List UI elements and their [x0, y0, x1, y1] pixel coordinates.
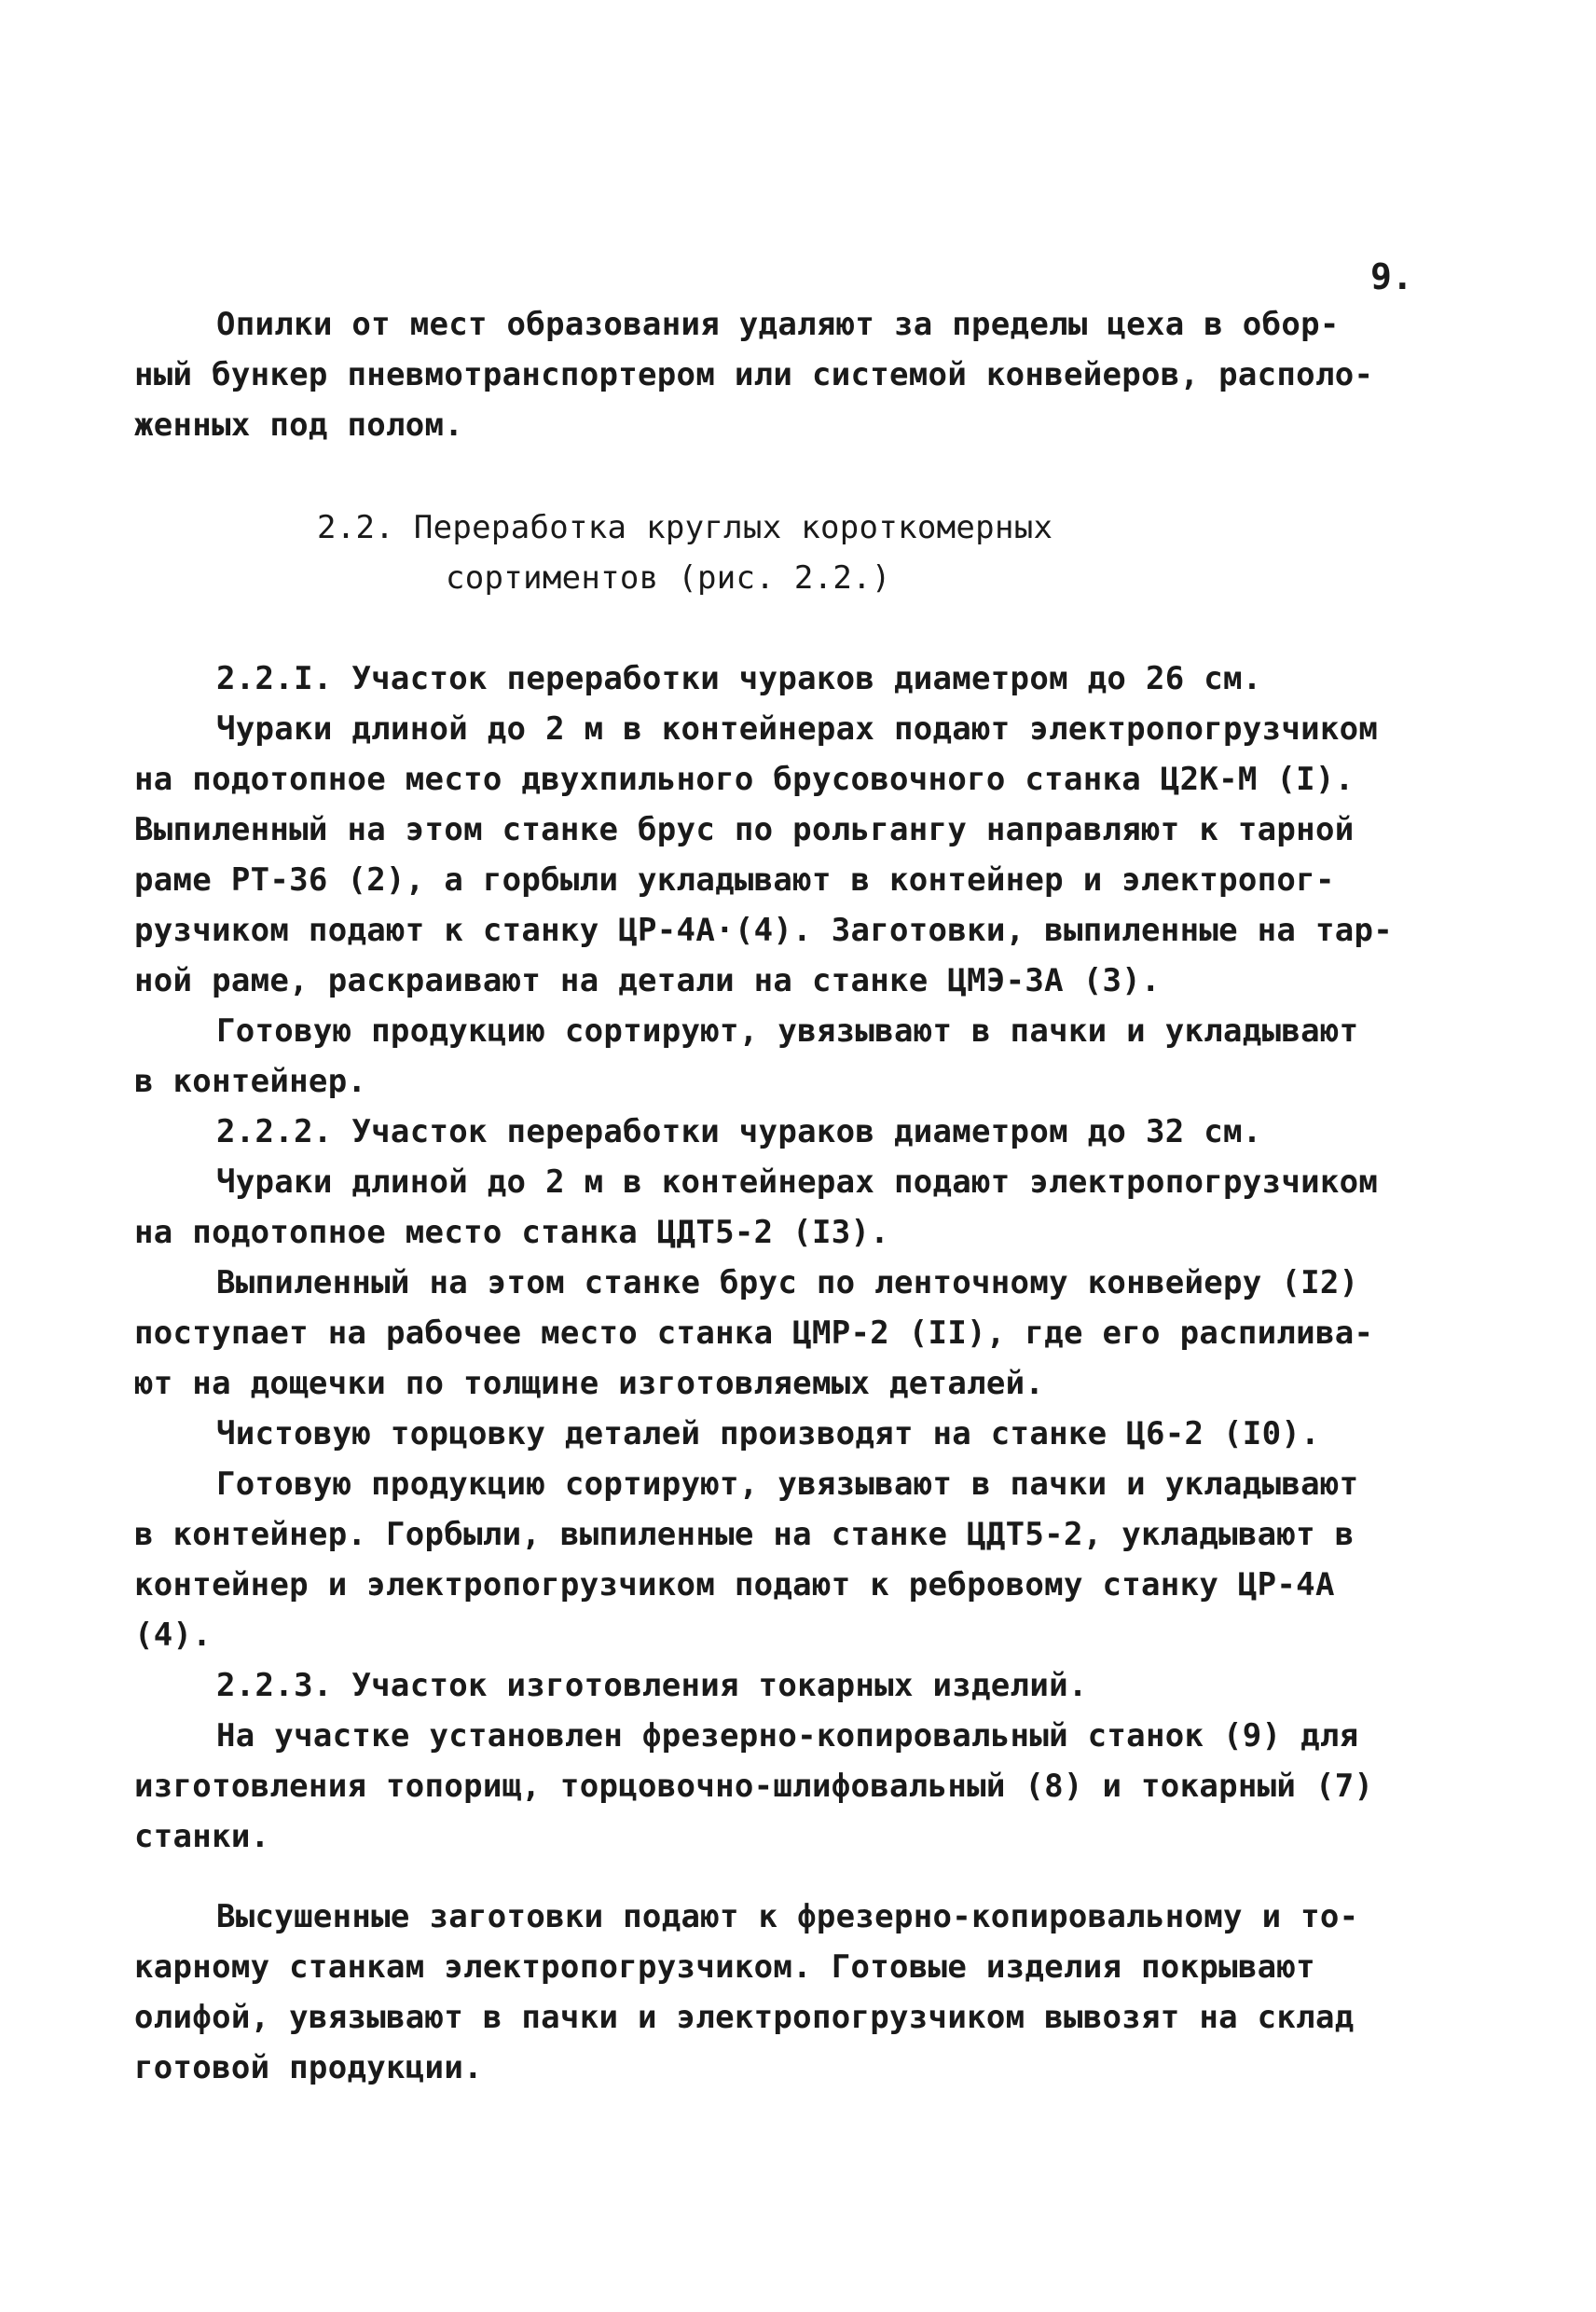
intro-line: ный бункер пневмотранспортером или системой конвейеров, располо-	[134, 356, 1374, 393]
paragraph-line: рузчиком подают к станку ЦР-4А·(4). Заготовки, выпиленные на тар-	[134, 912, 1394, 949]
paragraph-line: станки.	[134, 1818, 270, 1855]
paragraph-line: в контейнер.	[134, 1063, 367, 1100]
paragraph-line: карному станкам электропогрузчиком. Готовые изделия покрывают	[134, 1948, 1315, 1986]
page-number: 9.	[1370, 256, 1413, 297]
paragraph-line: Чураки длиной до 2 м в контейнерах подают электропогрузчиком	[216, 710, 1379, 748]
paragraph-line: поступает на рабочее место станка ЦМР-2 (II), где его распилива-	[134, 1314, 1374, 1352]
paragraph-line: Чистовую торцовку деталей производят на станке Ц6-2 (I0).	[216, 1415, 1320, 1452]
paragraph-line: Чураки длиной до 2 м в контейнерах подают электропогрузчиком	[216, 1163, 1379, 1201]
paragraph-line: контейнер и электропогрузчиком подают к ребровому станку ЦР-4А	[134, 1566, 1335, 1603]
paragraph-line: На участке установлен фрезерно-копировальный станок (9) для	[216, 1717, 1359, 1755]
paragraph-line: на подотопное место двухпильного брусовочного станка Ц2К-М (I).	[134, 761, 1355, 798]
subsection-heading: 2.2.3. Участок изготовления токарных изделий.	[216, 1667, 1088, 1704]
section-heading: сортиментов (рис. 2.2.)	[446, 559, 891, 597]
subsection-heading: 2.2.2. Участок переработки чураков диаметром до 32 см.	[216, 1113, 1262, 1150]
intro-line: женных под полом.	[134, 406, 464, 444]
paragraph-line: Выпиленный на этом станке брус по рольгангу направляют к тарной	[134, 811, 1355, 848]
paragraph-line: олифой, увязывают в пачки и электропогрузчиком вывозят на склад	[134, 1999, 1355, 2036]
paragraph-line: в контейнер. Горбыли, выпиленные на станке ЦДТ5-2, укладывают в	[134, 1516, 1355, 1553]
paragraph-line: ной раме, раскраивают на детали на станке ЦМЭ-3А (3).	[134, 962, 1161, 999]
paragraph-line: Высушенные заготовки подают к фрезерно-копировальному и то-	[216, 1898, 1359, 1935]
paragraph-line: Выпиленный на этом станке брус по ленточному конвейеру (I2)	[216, 1264, 1359, 1301]
paragraph-line: раме РТ-36 (2), а горбыли укладывают в контейнер и электропог-	[134, 861, 1335, 899]
subsection-heading: 2.2.I. Участок переработки чураков диаметром до 26 см.	[216, 660, 1262, 697]
paragraph-line: ют на дощечки по толщине изготовляемых деталей.	[134, 1365, 1045, 1402]
paragraph-line: изготовления топорищ, торцовочно-шлифовальный (8) и токарный (7)	[134, 1768, 1374, 1805]
intro-line: Опилки от мест образования удаляют за пределы цеха в обор-	[216, 306, 1340, 343]
paragraph-line: готовой продукции.	[134, 2049, 483, 2086]
paragraph-line: (4).	[134, 1617, 213, 1654]
section-heading: 2.2. Переработка круглых короткомерных	[317, 509, 1053, 546]
paragraph-line: Готовую продукцию сортируют, увязывают в пачки и укладывают	[216, 1466, 1359, 1503]
paragraph-line: на подотопное место станка ЦДТ5-2 (I3).	[134, 1214, 890, 1251]
paragraph-line: Готовую продукцию сортируют, увязывают в пачки и укладывают	[216, 1012, 1359, 1050]
